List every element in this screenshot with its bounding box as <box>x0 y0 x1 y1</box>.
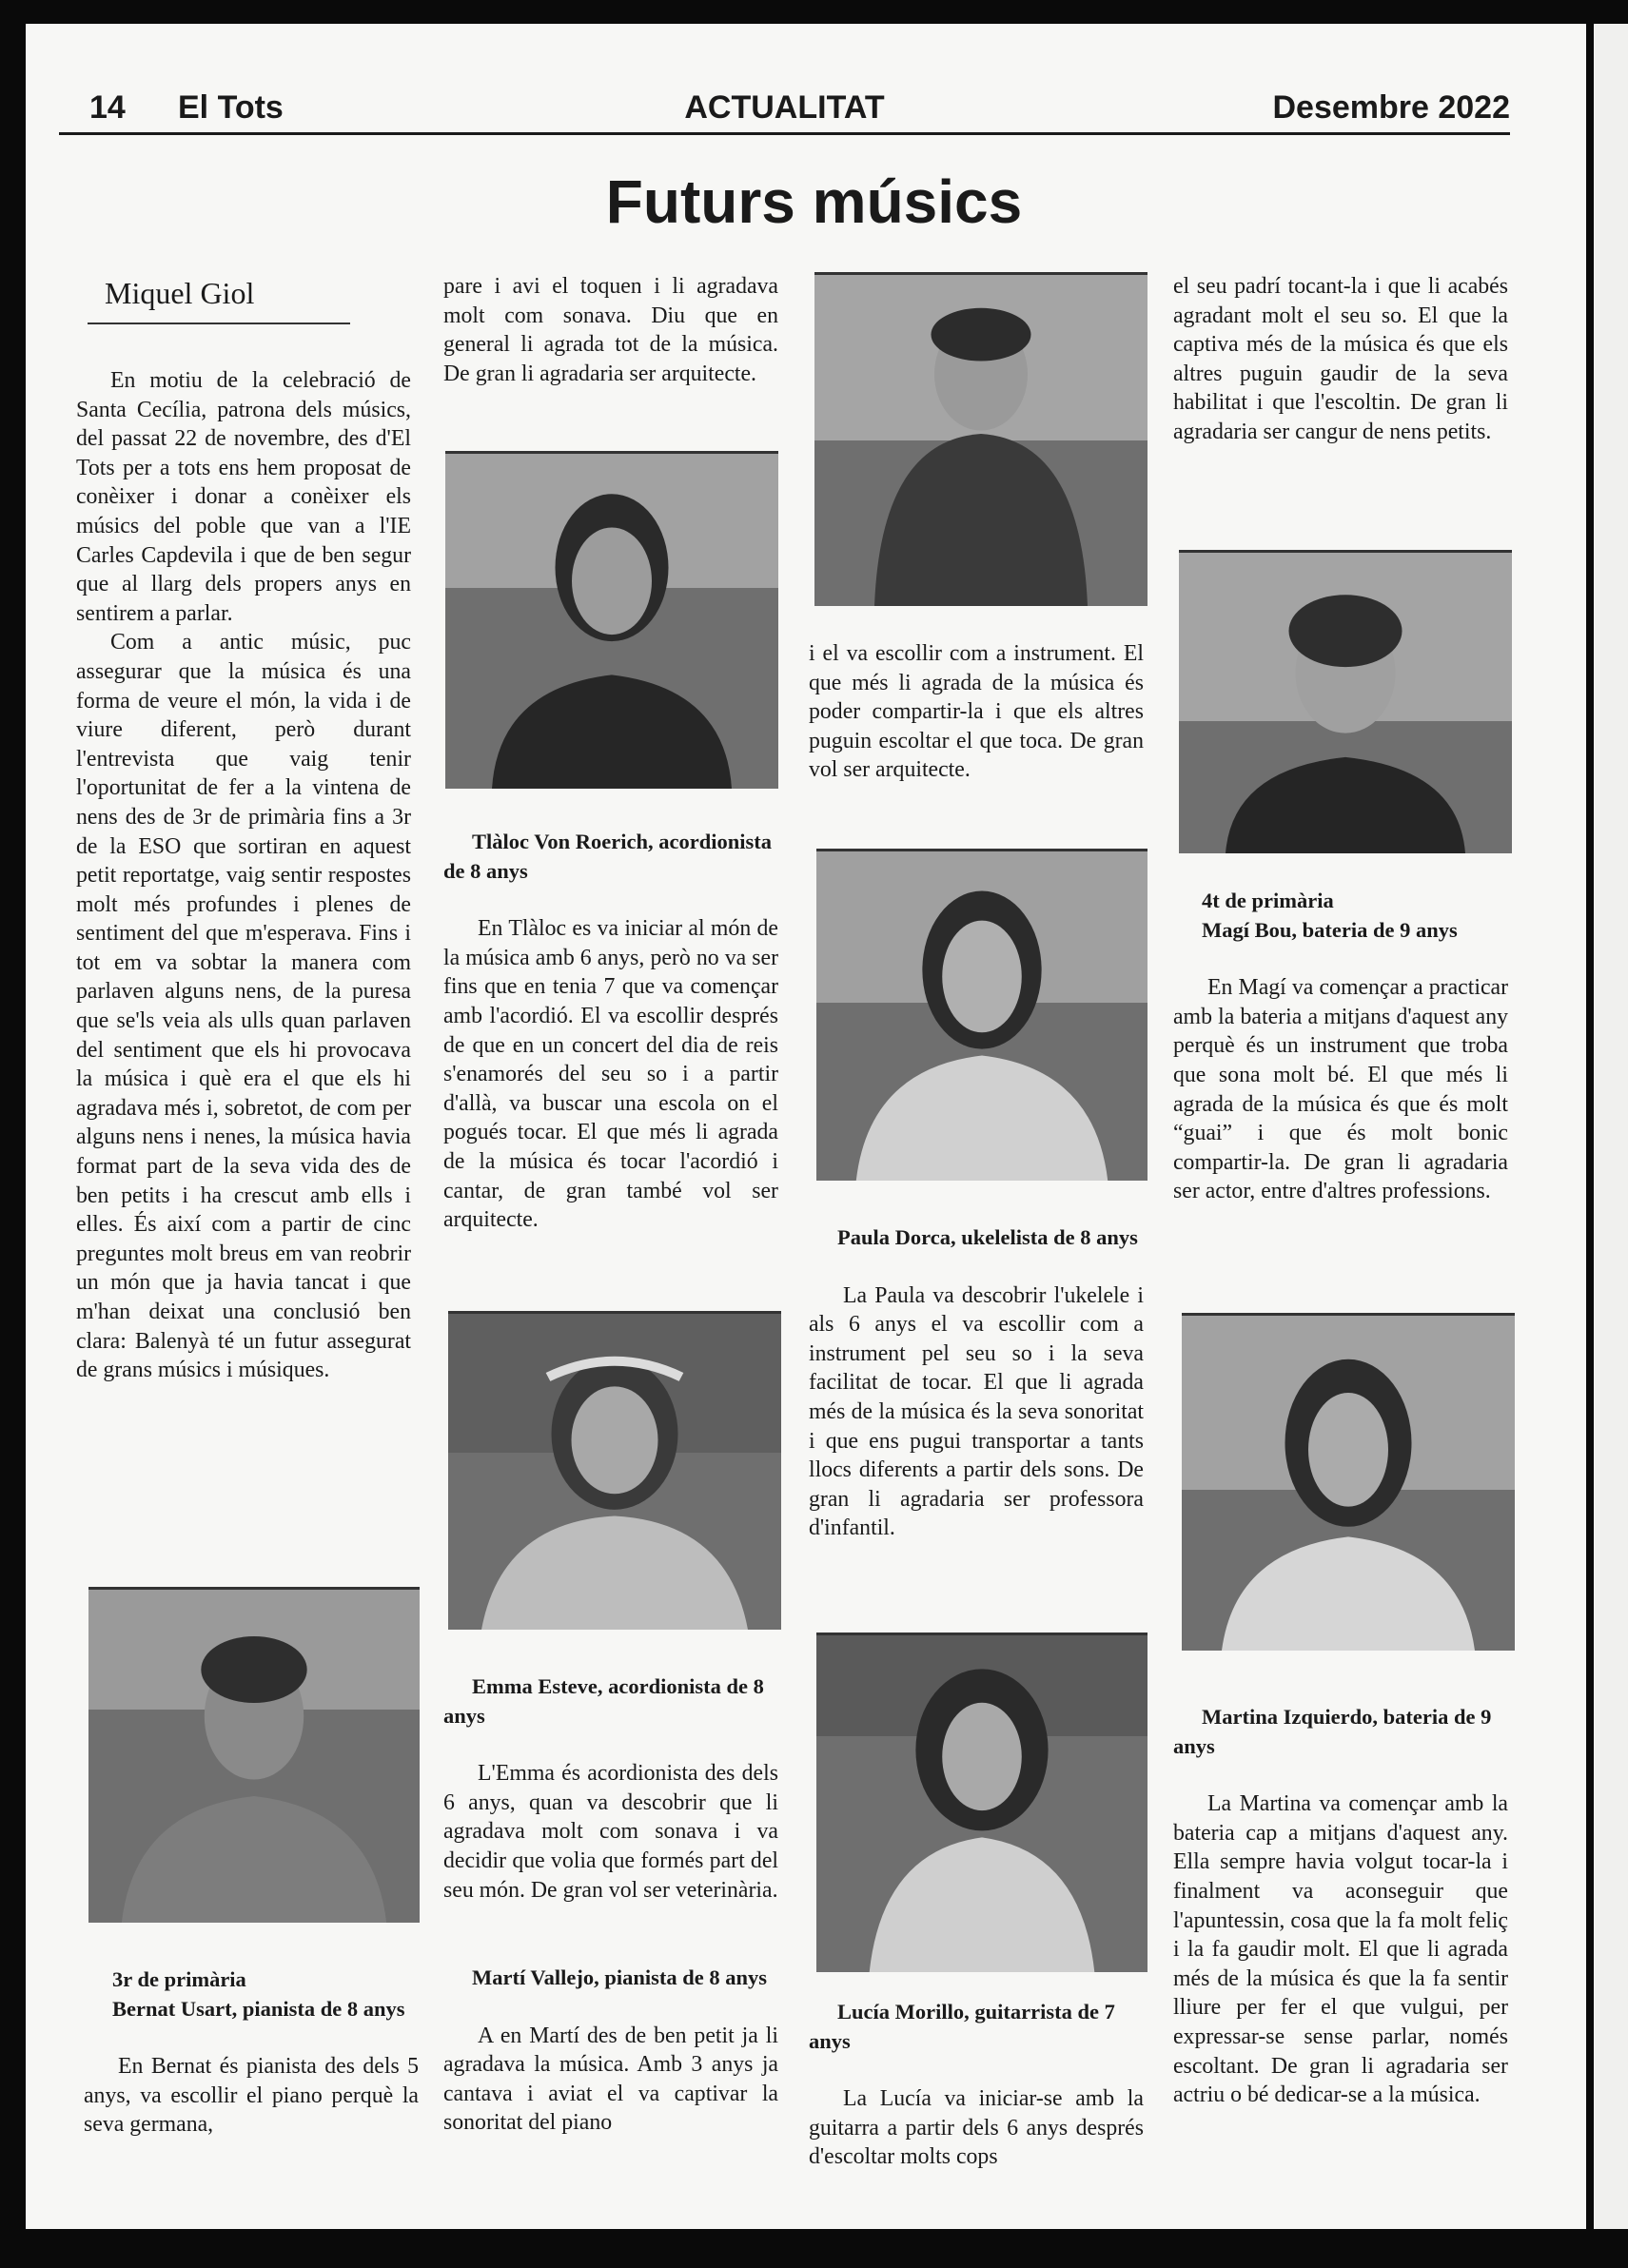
profile-caption: Bernat Usart, pianista de 8 anys <box>112 1996 405 2021</box>
profile-caption: Magí Bou, bateria de 9 anys <box>1202 917 1458 942</box>
portrait-placeholder <box>88 1590 420 1923</box>
profile-text-continued: i el va escollir com a instrument. El que més li agrada de la música és poder compartir-la i que els altres puguin escoltar el que toca. De gran vol ser arquitecte. <box>809 641 1144 783</box>
profile-text: En Bernat és pianista des dels 5 anys, va escollir el piano perquè la seva germana, <box>84 2054 419 2138</box>
intro-column <box>76 366 411 1385</box>
profile-bernat-continued <box>443 272 778 388</box>
photo-lucia <box>816 1633 1147 1972</box>
portrait-placeholder <box>448 1314 781 1630</box>
profile-caption: Paula Dorca, ukelelista de 8 anys <box>837 1225 1138 1249</box>
photo-bernat <box>88 1587 420 1923</box>
profile-magi <box>1173 887 1508 1206</box>
magazine-name: El Tots <box>178 89 284 126</box>
photo-magi <box>1179 550 1512 853</box>
profile-text: La Paula va descobrir l'ukelele i als 6 anys el va escollir com a instrument pel seu so i la seva facilitat de tocar. El que li agrada més de la música és la seva sonoritat i que ens pugui transportar a tants llocs diferents a partir dels sons. De gran li agradaria ser professora d'infantil. <box>809 1282 1144 1541</box>
profile-martina <box>1173 1703 1508 2110</box>
intro-paragraph: En motiu de la celebració de Santa Cecília, patrona dels músics, del passat 22 de novembre, des d'El Tots per a tots ens hem proposat de conèixer i donar a conèixer els músics del poble que van a l'IE Carles Capdevila i que de ben segur que al llarg dels propers anys en sentirem a parlar. <box>76 368 411 626</box>
portrait-placeholder <box>1179 553 1512 853</box>
grade-label: 4t de primària <box>1202 889 1334 912</box>
profile-text: En Tlàloc es va iniciar al món de la música amb 6 anys, però no va ser fins que en tenia 7 que va començar amb l'acordió. El va escollir després de que en un concert del dia de reis s'enamorés del seu so i a partir d'allà, va buscar una escola on el pogués tocar. El que més li agrada de la música és tocar l'acordió i cantar, de gran també vol ser arquitecte. <box>443 916 778 1233</box>
profile-text: L'Emma és acordionista des dels 6 anys, quan va descobrir que li agradava molt com sonava i va decidir que volia que formés part del seu món. De gran vol ser veterinària. <box>443 1761 778 1903</box>
article-title: Futurs músics <box>605 167 1023 236</box>
photo-emma <box>448 1311 781 1630</box>
section-name: ACTUALITAT <box>684 89 885 126</box>
profile-caption: Tlàloc Von Roerich, acordionista de 8 anys <box>443 830 773 883</box>
profile-text: A en Martí des de ben petit ja li agradava la música. Amb 3 anys ja cantava i aviat el va captivar la sonoritat del piano <box>443 2023 778 2136</box>
profile-caption: Martina Izquierdo, bateria de 9 anys <box>1173 1705 1492 1758</box>
profile-marti-continued <box>809 639 1144 785</box>
header-rule <box>59 132 1510 135</box>
page-header <box>59 74 1510 135</box>
profile-lucia-continued <box>1173 272 1508 447</box>
profile-caption: Emma Esteve, acordionista de 8 anys <box>443 1674 764 1728</box>
facing-page-edge <box>1594 24 1628 2229</box>
portrait-placeholder <box>816 1635 1147 1972</box>
grade-label: 3r de primària <box>112 1967 246 1991</box>
profile-emma <box>443 1672 778 1905</box>
profile-caption: Lucía Morillo, guitarrista de 7 anys <box>809 2000 1115 2053</box>
portrait-placeholder <box>816 851 1147 1181</box>
intro-paragraph: Com a antic músic, puc assegurar que la música és una forma de veure el món, la vida i de viure diferent, però durant l'entrevista que vaig tenir l'oportunitat de fer a la vintena de nens des de 3r de primària fins a 3r de la ESO que sortiran en aquest petit reportatge, vaig sentir respostes molt més profundes i plenes de sentiment del que m'esperava. Fins i tot em va sobtar la manera com parlaven alguns nens, de la puresa que se'ls veia als ulls quan parlaven del sentiment que els hi provocava la música i què era el que els hi agradava més i, sobretot, de com per alguns nens i nenes, la música havia format part de la seva vida des de ben petits i ha crescut amb ells i elles. És així com a partir de cinc preguntes molt breus em van reobrir un món que ja havia tancat i que m'han deixat una conclusió ben clara: Balenyà té un futur assegurat de grans músics i músiques. <box>76 630 411 1383</box>
profile-bernat <box>84 1965 419 2140</box>
photo-paula <box>816 849 1147 1181</box>
photo-martina <box>1182 1313 1515 1651</box>
profile-tlaloc <box>443 828 778 1235</box>
profile-text: En Magí va començar a practicar amb la bateria a mitjans d'aquest any perquè és un instrument que troba que sona molt bé. El que més li agrada de la música és que és molt “guai” i que és molt bonic compartir-la. De gran li agradaria ser actor, entre d'altres professions. <box>1173 975 1508 1204</box>
author-rule <box>88 323 350 324</box>
photo-marti <box>814 272 1147 606</box>
portrait-placeholder <box>814 275 1147 606</box>
profile-text: La Martina va començar amb la bateria cap a mitjans d'aquest any. Ella sempre havia volgut tocar-la i finalment va aconseguir que l'apuntessin, cosa que la fa molt feliç i la fa gaudir molt. El que li agrada més de la música és que la fa sentir lliure per fer el que vulgui, per expressar-se sense parlar, només escoltant. De gran li agradaria ser actriu o bé dedicar-se a la música. <box>1173 1791 1508 2108</box>
profile-caption: Martí Vallejo, pianista de 8 anys <box>472 1965 768 1989</box>
profile-text-continued: el seu padrí tocant-la i que li acabés agradant molt el seu so. El que la captiva més de la música és que els altres puguin gaudir de la seva habilitat i que l'escoltin. De gran li agradaria ser cangur de nens petits. <box>1173 274 1508 444</box>
issue-date: Desembre 2022 <box>1272 89 1510 126</box>
article-author: Miquel Giol <box>105 276 255 310</box>
profile-marti <box>443 1964 778 2138</box>
page-number: 14 <box>89 89 126 126</box>
profile-lucia <box>809 1998 1144 2172</box>
portrait-placeholder <box>445 454 778 789</box>
portrait-placeholder <box>1182 1316 1515 1651</box>
profile-text: La Lucía va iniciar-se amb la guitarra a partir dels 6 anys després d'escoltar molts cops <box>809 2086 1144 2170</box>
profile-paula <box>809 1223 1144 1543</box>
photo-tlaloc <box>445 451 778 789</box>
profile-text-continued: pare i avi el toquen i li agradava molt com sonava. Diu que en general li agrada tot de la música. De gran li agradaria ser arquitecte. <box>443 274 778 386</box>
